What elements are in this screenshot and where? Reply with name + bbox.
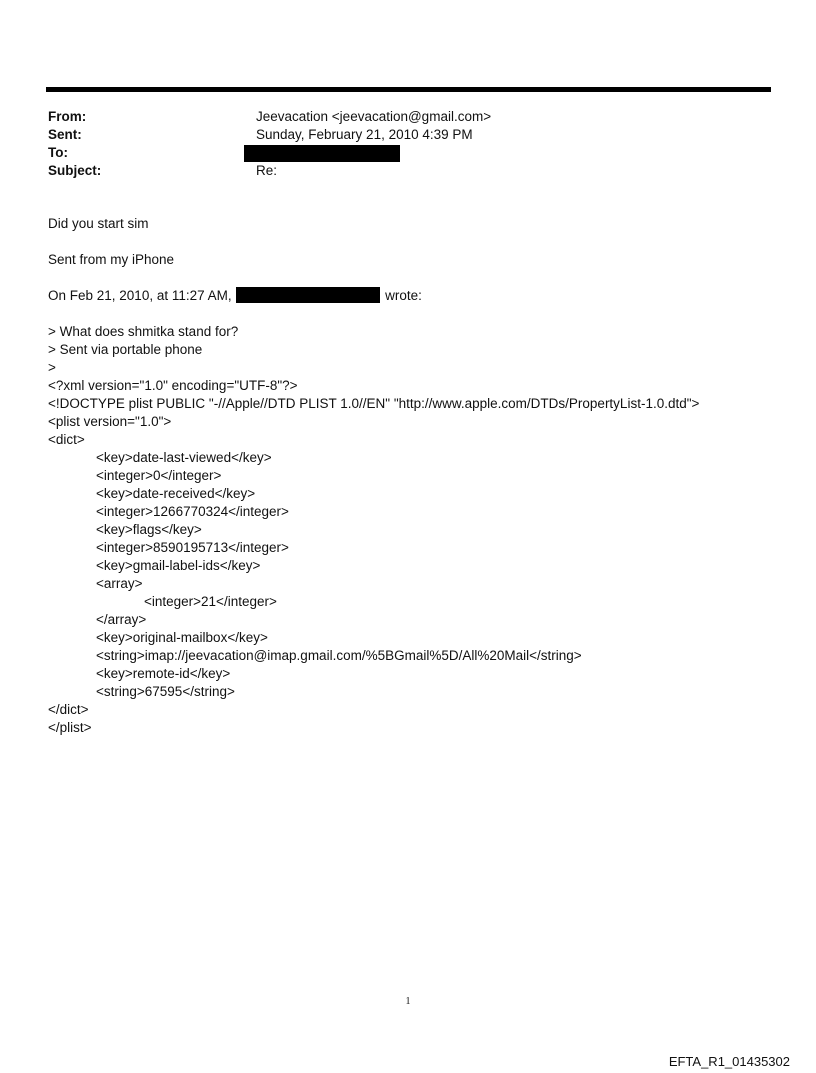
sent-row (48, 126, 748, 144)
plist-line: <plist version="1.0"> (48, 414, 172, 429)
quote-intro-after: wrote: (385, 288, 422, 303)
plist-line: <integer>21</integer> (144, 594, 277, 609)
plist-line: <key>date-last-viewed</key> (96, 450, 272, 465)
plist-line: </dict> (48, 702, 89, 717)
bates-number: EFTA_R1_01435302 (668, 1054, 790, 1069)
quote-intro (48, 287, 788, 305)
plist-line: <integer>8590195713</integer> (96, 540, 289, 555)
page-number: 1 (405, 996, 411, 1007)
email-header (48, 108, 748, 180)
from-label: From: (48, 109, 87, 124)
quoted-line: > (48, 360, 56, 375)
quoted-line: > What does shmitka stand for? (48, 324, 239, 339)
plist-line: <key>remote-id</key> (96, 666, 231, 681)
plist-line: <string>67595</string> (96, 684, 235, 699)
plist-line: <key>gmail-label-ids</key> (96, 558, 261, 573)
sent-label: Sent: (48, 127, 82, 142)
plist-line: <integer>1266770324</integer> (96, 504, 289, 519)
quote-intro-before: On Feb 21, 2010, at 11:27 AM, (48, 288, 232, 303)
plist-line: <dict> (48, 432, 85, 447)
subject-label: Subject: (48, 163, 102, 178)
quoted-line: > Sent via portable phone (48, 342, 203, 357)
signature-line: Sent from my iPhone (48, 252, 175, 267)
plist-line: </plist> (48, 720, 92, 735)
plist-line: <!DOCTYPE plist PUBLIC "-//Apple//DTD PLIST 1.0//EN" "http://www.apple.com/DTDs/PropertyList-1.0.dtd"> (48, 396, 700, 411)
to-row (48, 144, 748, 162)
redaction-box (236, 287, 380, 303)
plist-line: <array> (96, 576, 143, 591)
from-row (48, 108, 748, 126)
header-divider (46, 87, 771, 92)
plist-line: <?xml version="1.0" encoding="UTF-8"?> (48, 378, 298, 393)
plist-line: <integer>0</integer> (96, 468, 222, 483)
email-body (48, 215, 788, 737)
body-line: Did you start sim (48, 216, 149, 231)
to-label: To: (48, 145, 68, 160)
plist-line: <string>imap://jeevacation@imap.gmail.com/%5BGmail%5D/All%20Mail</string> (96, 648, 582, 663)
from-value: Jeevacation <jeevacation@gmail.com> (256, 109, 492, 124)
sent-value: Sunday, February 21, 2010 4:39 PM (256, 127, 473, 142)
plist-line: <key>original-mailbox</key> (96, 630, 268, 645)
plist-line: <key>flags</key> (96, 522, 202, 537)
plist-line: </array> (96, 612, 147, 627)
subject-row (48, 162, 748, 180)
redaction-box (244, 145, 400, 162)
plist-line: <key>date-received</key> (96, 486, 256, 501)
subject-value: Re: (256, 163, 278, 178)
